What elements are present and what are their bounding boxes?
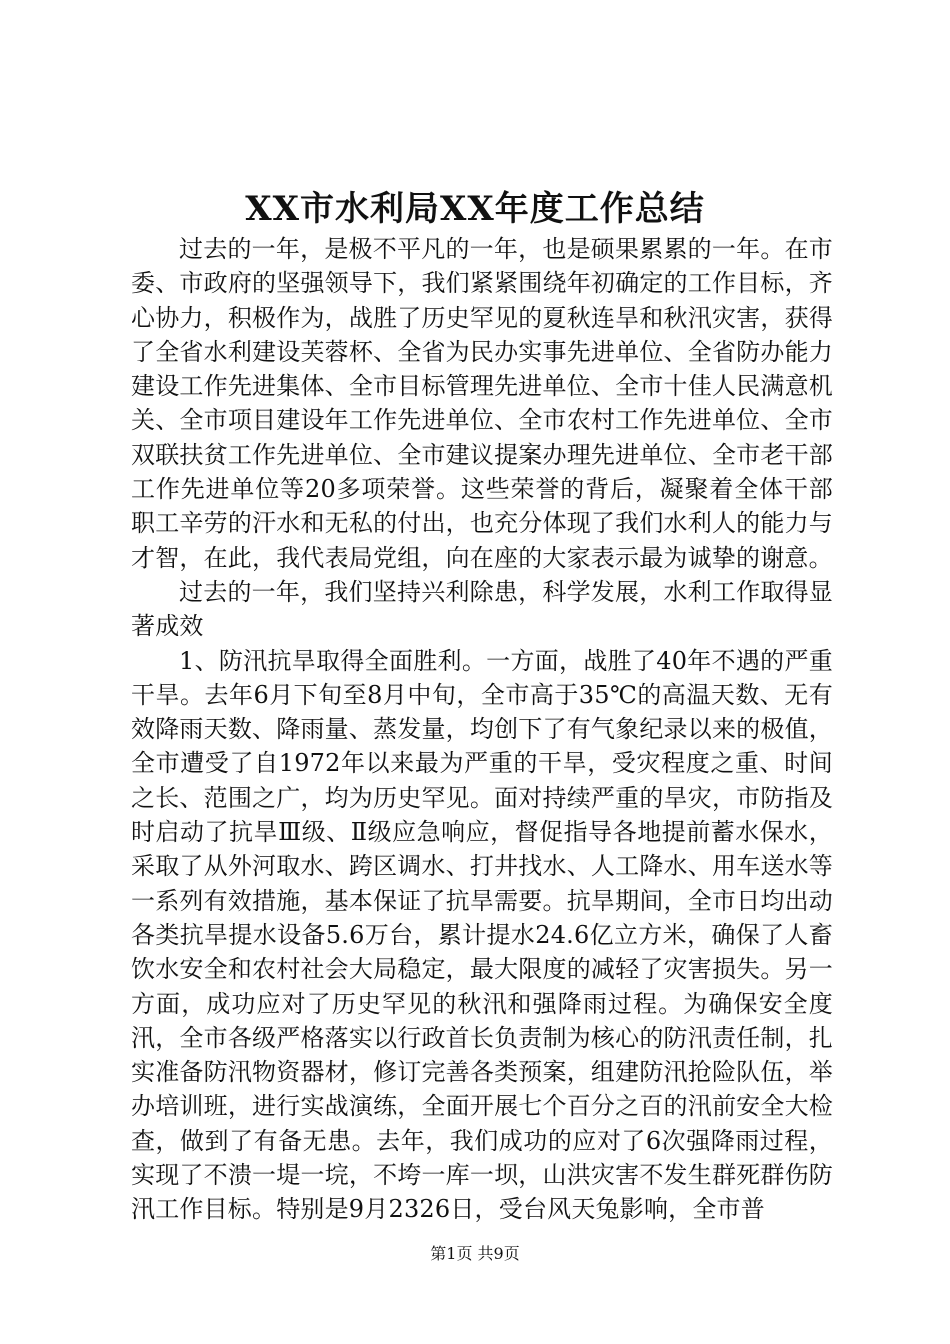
paragraph-intro: 过去的一年，是极不平凡的一年，也是硕果累累的一年。在市委、市政府的坚强领导下，我们紧紧围绕年初确定的工作目标，齐心协力，积极作为，战胜了历史罕见的夏秋连旱和秋汛灾害，获得了全省水利建设芙蓉杯、全省为民办实事先进单位、全省防办能力建设工作先进集体、全市目标管理先进单位、全市十佳人民满意机关、全市项目建设年工作先进单位、全市农村工作先进单位、全市双联扶贫工作先进单位、全市建议提案办理先进单位、全市老干部工作先进单位等20多项荣誉。这些荣誉的背后，凝聚着全体干部职工辛劳的汗水和无私的付出，也充分体现了我们水利人的能力与才智，在此，我代表局党组，向在座的大家表示最为诚挚的谢意。 (131, 235, 833, 572)
document-title: XX市水利局XX年度工作总结 (245, 189, 705, 229)
paragraph-summary: 过去的一年，我们坚持兴利除患，科学发展，水利工作取得显著成效 (131, 577, 833, 641)
page-footer: 第1页 共9页 (430, 1244, 520, 1263)
paragraph-flood-drought: 1、防汛抗旱取得全面胜利。一方面，战胜了40年不遇的严重干旱。去年6月下旬至8月中旬，全市高于35℃的高温天数、无有效降雨天数、降雨量、蒸发量，均创下了有气象纪录以来的极值，全市遭受了自1972年以来最为严重的干旱，受灾程度之重、时间之长、范围之广，均为历史罕见。面对持续严重的旱灾，市防指及时启动了抗旱Ⅲ级、Ⅱ级应急响应，督促指导各地提前蓄水保水，采取了从外河取水、跨区调水、打井找水、人工降水、用车送水等一系列有效措施，基本保证了抗旱需要。抗旱期间，全市日均出动各类抗旱提水设备5.6万台，累计提水24.6亿立方米，确保了人畜饮水安全和农村社会大局稳定，最大限度的减轻了灾害损失。另一方面，成功应对了历史罕见的秋汛和强降雨过程。为确保安全度汛，全市各级严格落实以行政首长负责制为核心的防汛责任制，扎实准备防汛物资器材，修订完善各类预案，组建防汛抢险队伍，举办培训班，进行实战演练，全面开展七个百分之百的汛前安全大检查，做到了有备无患。去年，我们成功的应对了6次强降雨过程，实现了不溃一堤一垸，不垮一库一坝，山洪灾害不发生群死群伤防汛工作目标。特别是9月2326日，受台风天兔影响，全市普 (131, 646, 833, 1224)
document-body (131, 232, 833, 1227)
